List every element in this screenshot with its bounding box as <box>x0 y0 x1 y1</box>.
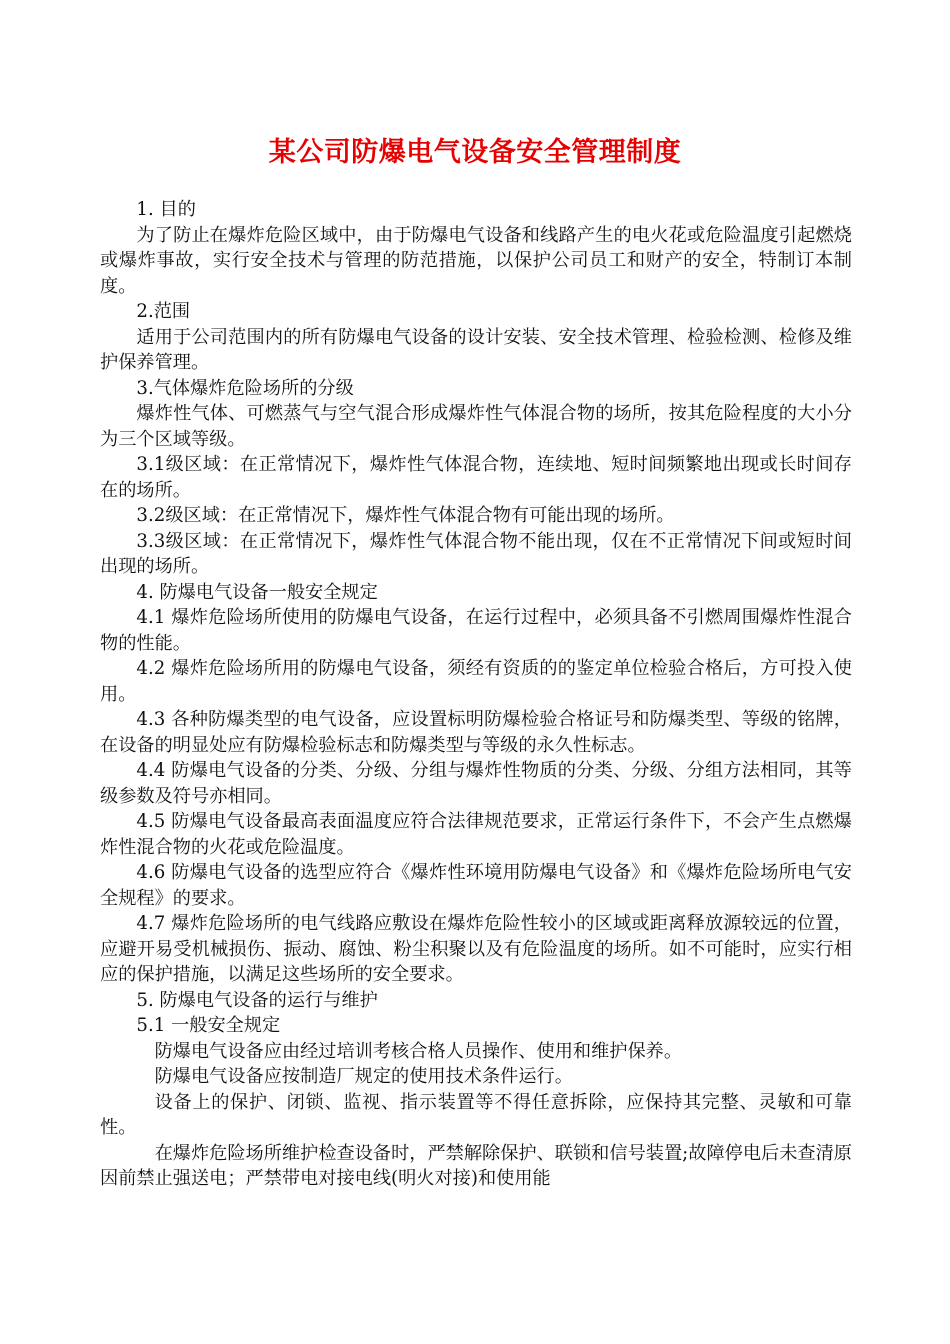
paragraph: 防爆电气设备应按制造厂规定的使用技术条件运行。 <box>154 1066 573 1087</box>
paragraph: 3.1级区域：在正常情况下，爆炸性气体混合物，连续地、短时间频繁地出现或长时间存在的场所。 <box>100 454 852 501</box>
paragraph: 为了防止在爆炸危险区域中，由于防爆电气设备和线路产生的电火花或危险温度引起燃烧或爆炸事故，实行安全技术与管理的防范措施，以保护公司员工和财产的安全，特制订本制度。 <box>100 224 852 297</box>
section-heading: 2.范围 <box>136 301 191 322</box>
document-title: 某公司防爆电气设备安全管理制度 <box>268 137 682 168</box>
section-heading: 1. 目的 <box>136 199 196 220</box>
document-body <box>100 197 852 1192</box>
paragraph: 3.2级区域：在正常情况下，爆炸性气体混合物有可能出现的场所。 <box>136 505 675 526</box>
subsection-heading: 5.1 一般安全规定 <box>136 1015 281 1036</box>
paragraph: 爆炸性气体、可燃蒸气与空气混合形成爆炸性气体混合物的场所，按其危险程度的大小分为三个区域等级。 <box>100 403 852 450</box>
section-heading: 5. 防爆电气设备的运行与维护 <box>136 989 378 1011</box>
paragraph: 4.1 爆炸危险场所使用的防爆电气设备，在运行过程中，必须具备不引燃周围爆炸性混合物的性能。 <box>100 607 852 654</box>
paragraph: 4.4 防爆电气设备的分类、分级、分组与爆炸性物质的分类、分级、分组方法相同，其等级参数及符号亦相同。 <box>100 760 852 807</box>
paragraph: 3.3级区域：在正常情况下，爆炸性气体混合物不能出现，仅在不正常情况下间或短时间出现的场所。 <box>100 530 852 577</box>
paragraph: 在爆炸危险场所维护检查设备时，严禁解除保护、联锁和信号装置;故障停电后未查清原因前禁止强送电；严禁带电对接电线(明火对接)和使用能 <box>100 1142 852 1189</box>
paragraph: 防爆电气设备应由经过培训考核合格人员操作、使用和维护保养。 <box>154 1040 683 1062</box>
paragraph: 4.5 防爆电气设备最高表面温度应符合法律规范要求，正常运行条件下，不会产生点燃爆炸性混合物的火花或危险温度。 <box>100 811 852 858</box>
section-heading: 3.气体爆炸危险场所的分级 <box>136 377 354 399</box>
section-heading: 4. 防爆电气设备一般安全规定 <box>136 581 378 603</box>
paragraph: 4.3 各种防爆类型的电气设备，应设置标明防爆检验合格证号和防爆类型、等级的铭牌，在设备的明显处应有防爆检验标志和防爆类型与等级的永久性标志。 <box>100 709 852 756</box>
paragraph: 设备上的保护、闭锁、监视、指示装置等不得任意拆除，应保持其完整、灵敏和可靠性。 <box>100 1091 852 1138</box>
paragraph: 4.2 爆炸危险场所用的防爆电气设备，须经有资质的的鉴定单位检验合格后，方可投入使用。 <box>100 658 852 705</box>
paragraph: 4.7 爆炸危险场所的电气线路应敷设在爆炸危险性较小的区域或距离释放源较远的位置， 应避开易受机械损伤、振动、腐蚀、粉尘积聚以及有危险温度的场所。如不可能时，应实行相 应的保护措施，以满足这些场所的安全要求。 <box>100 913 852 985</box>
paragraph: 4.6 防爆电气设备的选型应符合《爆炸性环境用防爆电气设备》和《爆炸危险场所电气安全规程》的要求。 <box>100 862 852 909</box>
paragraph: 适用于公司范围内的所有防爆电气设备的设计安装、安全技术管理、检验检测、检修及维护保养管理。 <box>100 326 852 373</box>
